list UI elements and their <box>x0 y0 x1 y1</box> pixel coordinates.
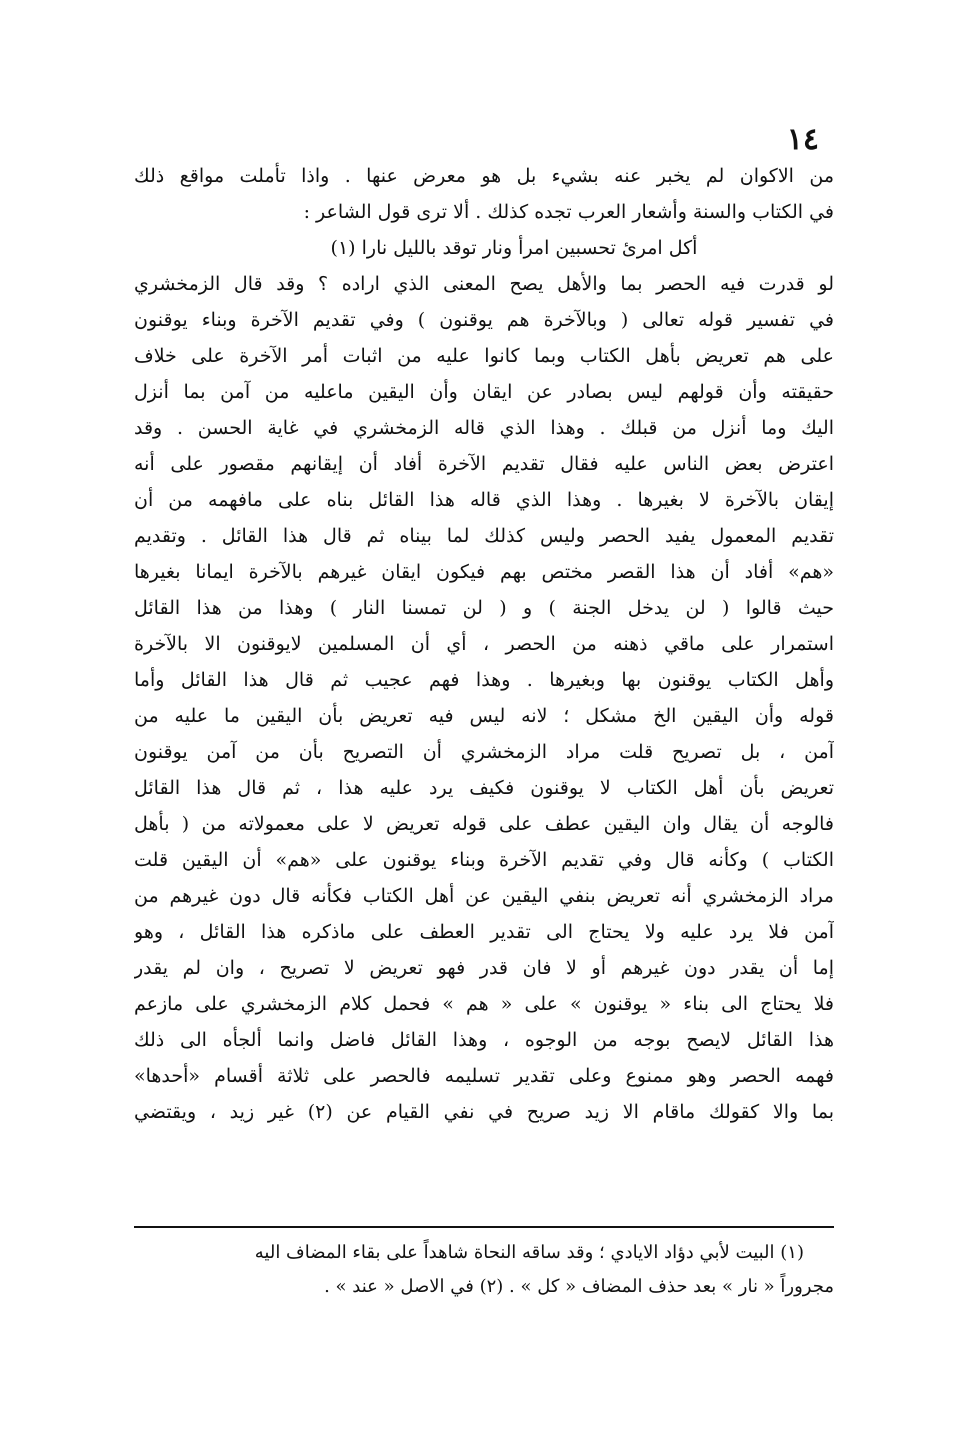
text-line: «هم» أفاد أن هذا القصر مختص بهم فيكون ايقان غيرهم بالآخرة ايمانا بغيرها <box>134 561 834 583</box>
text-line: آمن ، بل تصريح قلت مراد الزمخشري أن التصريح بأن من آمن يوقنون <box>134 741 834 763</box>
text-line: إما أن يقدر دون غيرهم أو لا فان قدر فهو تعريض لا تصريح ، وان لم يقدر <box>134 957 834 979</box>
text-line: آمن فلا يرد عليه ولا يحتاج الى تقدير العطف على ماذكره هذا القائل ، وهو <box>134 921 834 943</box>
text-line: فالوجه أن يقال وان اليقين عطف على قوله تعريض لا على معمولاته من ( بأهل <box>134 813 834 835</box>
text-line: تعريض بأن أهل الكتاب لا يوقنون فكيف يرد عليه هذا ، ثم قال هذا القائل <box>134 777 834 799</box>
text-line: حيث قالوا ( لن يدخل الجنة ) و ( لن تمسنا النار ) وهذا من هذا القائل <box>134 597 834 619</box>
poetry-verse: أكل امرئ تحسبين امرأ ونار توقد بالليل نارا (١) <box>330 237 698 259</box>
text-line: من الاكوان لم يخبر عنه بشيء بل هو معرض عنها . واذا تأملت مواقع ذلك <box>134 165 834 187</box>
text-line: هذا القائل لايصح بوجه من الوجوه ، وهذا القائل فاضل وانما ألجأه الى ذلك <box>134 1029 834 1051</box>
body-text <box>134 158 834 1130</box>
footnotes <box>134 1236 834 1304</box>
text-line: على هم تعريض بأهل الكتاب وبما كانوا عليه من اثبات أمر الآخرة على خلاف <box>134 345 834 367</box>
text-line: اعترض بعض الناس عليه فقال تقديم الآخرة أفاد أن إيقانهم مقصور على أنه <box>134 453 834 475</box>
text-line: إيقان بالآخرة لا بغيرها . وهذا الذي قاله هذا القائل بناه على مافهمه من أن <box>134 489 834 511</box>
text-line: تقديم المعمول يفيد الحصر وليس كذلك لما بيناه ثم قال هذا القائل . وتقديم <box>134 525 834 547</box>
text-line: الكتاب ) وكأنه قال وفي تقديم الآخرة وبناء يوقنون على «هم» أن اليقين قلت <box>134 849 834 871</box>
text-line: لو قدرت فيه الحصر بما والأهل يصح المعنى الذي اراده ؟ وقد قال الزمخشري <box>134 273 834 295</box>
text-line: بما والا كقولك ماقام الا زيد صريح في نفي القيام عن (٢) غير زيد ، ويقتضي <box>134 1101 834 1123</box>
text-line: فهمه الحصر وهو ممنوع وعلى تقدير تسليمه فالحصر على ثلاثة أقسام «أحدها» <box>134 1065 834 1087</box>
footnote-divider <box>134 1226 834 1228</box>
text-line: حقيقته وأن قولهم ليس بصادر عن ايقان وأن اليقين ماعليه من آمن بما أنزل <box>134 381 834 403</box>
footnote-line: (١) البيت لأبي دؤاد الايادي ؛ وقد ساقه النحاة شاهداً على بقاء المضاف اليه <box>254 1242 804 1263</box>
footnote-line: مجروراً « نار » بعد حذف المضاف « كل » . (٢) في الاصل « عند » . <box>324 1276 834 1297</box>
text-line: قوله وأن اليقين الخ مشكل ؛ لانه ليس فيه تعريض بأن اليقين ما عليه من <box>134 705 834 727</box>
text-line: مراد الزمخشري أنه تعريض بنفي اليقين عن أهل الكتاب فكأنه قال دون غيرهم من <box>134 885 834 907</box>
text-line: في تفسير قوله تعالى ( وبالآخرة هم يوقنون ) وفي تقديم الآخرة وبناء يوقنون <box>134 309 834 331</box>
page-number: ١٤ <box>786 122 819 157</box>
text-line: فلا يحتاج الى بناء « يوقنون » على « هم » فحمل كلام الزمخشري على مازعم <box>134 993 834 1015</box>
text-line: اليك وما أنزل من قبلك . وهذا الذي قاله الزمخشري في غاية الحسن . وقد <box>134 417 834 439</box>
text-line: وأهل الكتاب يوقنون بها وبغيرها . وهذا فهم عجيب ثم قال هذا القائل وأما <box>134 669 834 691</box>
text-line: استمرار على ماقي ذهنه من الحصر ، أي أن المسلمين لايوقنون الا بالآخرة <box>134 633 834 655</box>
text-line: في الكتاب والسنة وأشعار العرب تجده كذلك . ألا ترى قول الشاعر : <box>303 201 834 223</box>
